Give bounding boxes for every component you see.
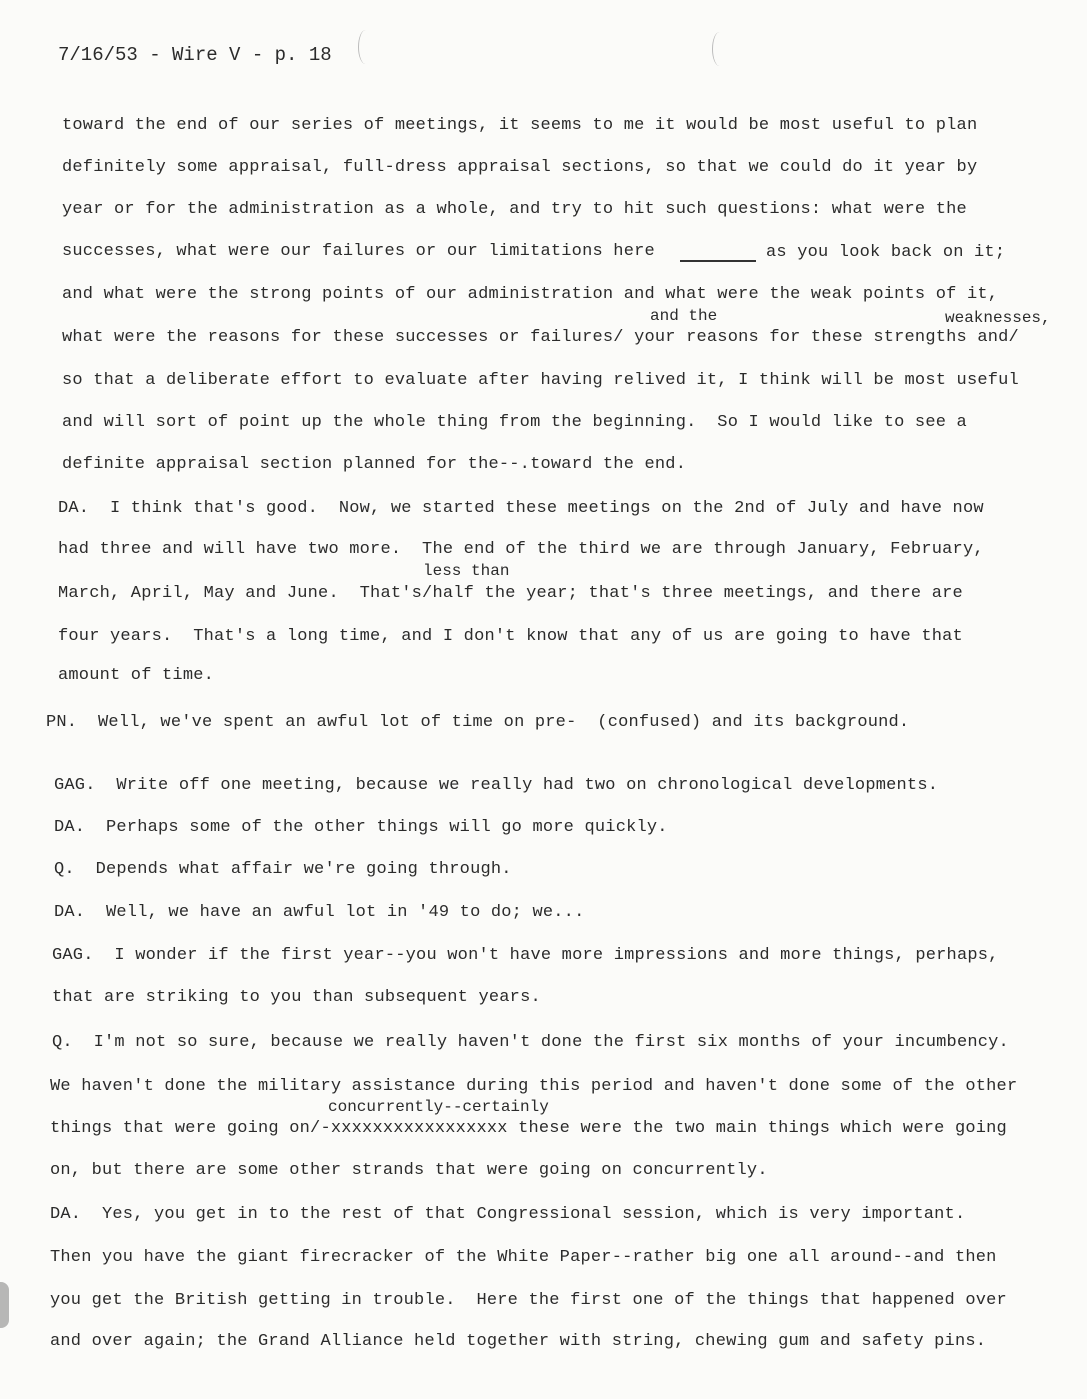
speaker-line: PN. Well, we've spent an awful lot of time on pre- (confused) and its background. bbox=[46, 713, 910, 732]
text-line: definitely some appraisal, full-dress appraisal sections, so that we could do it year by bbox=[62, 158, 978, 177]
text-line: definite appraisal section planned for the--.toward the end. bbox=[62, 455, 687, 474]
paper-mark bbox=[712, 32, 727, 66]
paper-mark bbox=[358, 30, 373, 64]
text-line: We haven't done the military assistance during this period and haven't done some of the other bbox=[50, 1077, 1018, 1096]
scan-edge-mark bbox=[0, 1282, 9, 1328]
text-line: successes, what were our failures or our limitations here bbox=[62, 242, 655, 261]
text-line: that are striking to you than subsequent years. bbox=[52, 988, 541, 1007]
text-line: four years. That's a long time, and I don't know that any of us are going to have that bbox=[58, 627, 963, 646]
handwritten-insertion: and the bbox=[650, 307, 718, 325]
speaker-line: GAG. Write off one meeting, because we really had two on chronological developments. bbox=[54, 776, 939, 795]
speaker-line: Q. I'm not so sure, because we really haven't done the first six months of your incumbency. bbox=[52, 1033, 1009, 1052]
text-line: Then you have the giant firecracker of the White Paper--rather big one all around--and then bbox=[50, 1248, 997, 1267]
text-line: had three and will have two more. The end of the third we are through January, February, bbox=[58, 540, 984, 559]
text-line: things that were going on/-xxxxxxxxxxxxxxxxx these were the two main things which were going bbox=[50, 1119, 1007, 1138]
blank-line bbox=[680, 246, 756, 262]
text-line: amount of time. bbox=[58, 666, 215, 685]
text-line: so that a deliberate effort to evaluate after having relived it, I think will be most useful bbox=[62, 371, 1019, 390]
speaker-line: DA. Perhaps some of the other things will go more quickly. bbox=[54, 818, 668, 837]
text-line: on, but there are some other strands that were going on concurrently. bbox=[50, 1161, 768, 1180]
speaker-line: DA. Yes, you get in to the rest of that Congressional session, which is very important. bbox=[50, 1205, 966, 1224]
text-line: and what were the strong points of our administration and what were the weak points of it, bbox=[62, 285, 999, 304]
text-line: what were the reasons for these successes or failures/ your reasons for these strengths and/ bbox=[62, 328, 1019, 347]
text-line: as you look back on it; bbox=[766, 243, 1006, 262]
handwritten-insertion: weaknesses, bbox=[945, 309, 1051, 327]
handwritten-insertion: less than bbox=[423, 562, 510, 580]
text-line: you get the British getting in trouble. Here the first one of the things that happened over bbox=[50, 1291, 1007, 1310]
text-line: March, April, May and June. That's/half the year; that's three meetings, and there are bbox=[58, 584, 963, 603]
speaker-line: Q. Depends what affair we're going through. bbox=[54, 860, 512, 879]
text-line: and will sort of point up the whole thing from the beginning. So I would like to see a bbox=[62, 413, 967, 432]
text-line: toward the end of our series of meetings, it seems to me it would be most useful to plan bbox=[62, 116, 978, 135]
page-header: 7/16/53 - Wire V - p. 18 bbox=[58, 44, 332, 66]
text-line: year or for the administration as a whole, and try to hit such questions: what were the bbox=[62, 200, 967, 219]
handwritten-insertion: concurrently--certainly bbox=[328, 1098, 549, 1116]
speaker-line: GAG. I wonder if the first year--you won't have more impressions and more things, perhaps, bbox=[52, 946, 999, 965]
speaker-line: DA. Well, we have an awful lot in '49 to do; we... bbox=[54, 903, 585, 922]
speaker-line: DA. I think that's good. Now, we started these meetings on the 2nd of July and have now bbox=[58, 499, 984, 518]
text-line: and over again; the Grand Alliance held together with string, chewing gum and safety pins. bbox=[50, 1332, 987, 1351]
